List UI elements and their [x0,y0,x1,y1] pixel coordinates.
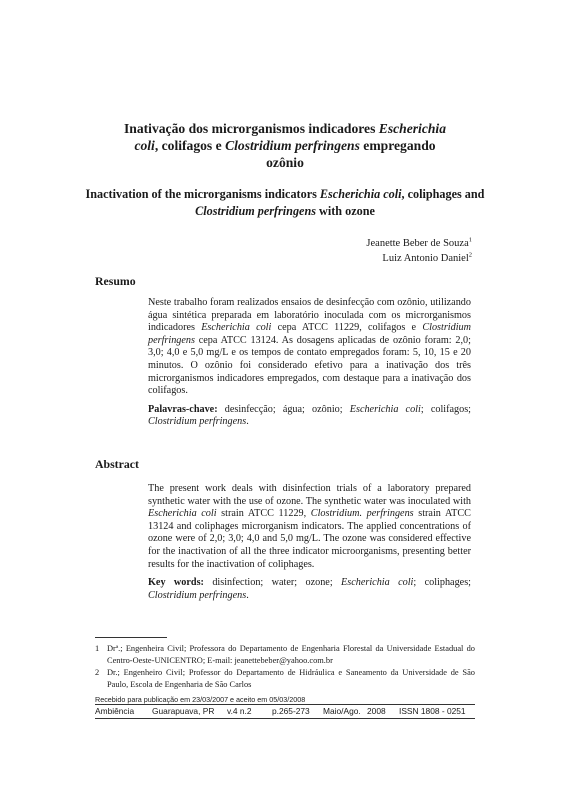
footnote-text: Dr.; Engenheiro Civil; Professor do Departamento de Hidráulica e Saneamento da Universidade de São Paulo, Escola de Engenharia de São Carlos [107,668,475,689]
keywords-text: desinfecção; água; ozônio; [217,403,350,415]
author-ref: 2 [468,251,472,259]
subtitle-species: Escherichia coli [319,187,402,201]
resumo-text: Neste trabalho foram realizados ensaios de desinfecção com ozônio, utilizando água sintética preparada em laboratório inoculada com os microrganismos indicadores [148,297,471,334]
species-name: Clostridium perfringens [148,416,247,428]
footnote-2 [95,667,475,690]
title-text: empregando [359,138,436,153]
footnote-divider [95,637,167,638]
author-ref: 1 [468,236,472,244]
species-name: Escherichia coli [341,577,414,589]
received-date: Recebido para publicação em 23/03/2007 e aceito em 05/03/2008 [95,695,306,704]
resumo-paragraph [148,297,471,398]
title-text: , colifagos e [154,138,226,153]
resumo-heading: Resumo [95,274,136,288]
journal-name: Ambiência [95,706,135,716]
author-2 [366,251,472,266]
author-list [366,236,472,266]
abstract-heading: Abstract [95,457,139,471]
species-name: Escherichia coli [201,322,272,334]
title-text: Inativação dos microrganismos indicadores [124,121,379,136]
footnote-1 [95,643,475,666]
journal-pages: p.265-273 [272,706,310,716]
title-species: Clostridium perfringens [225,138,360,153]
species-name: Clostridium. perfringens [310,508,414,520]
subtitle-text: Inactivation of the microrganisms indicators [85,187,320,201]
keywords-text: ; coliphages; [413,577,471,589]
paper-title-en [80,186,490,220]
subtitle-species: Clostridium perfringens [195,204,316,218]
abstract-body [148,483,471,602]
title-text: ozônio [266,155,304,170]
journal-volume: v.4 n.2 [227,706,252,716]
keywords-label: Key words: [148,577,204,589]
footnote-text: Drª.; Engenheira Civil; Professora do Departamento de Engenharia Florestal da Universidade Estadual do Centro-Oeste-UNICENTRO; E-mail: jeanettebeber@yahoo.com.br [107,644,475,665]
footnote-number: 2 [95,668,100,677]
subtitle-text: with ozone [315,204,375,218]
journal-city: Guarapuava, PR [152,706,215,716]
journal-period: Maio/Ago. [323,706,361,716]
resumo-body [148,297,471,429]
subtitle-text: , coliphages and [401,187,485,201]
journal-issn: ISSN 1808 - 0251 [399,706,466,716]
abstract-text: The present work deals with disinfection trials of a laboratory prepared synthetic water with the use of ozone. The synthetic water was inoculated with [148,483,471,507]
abstract-text: strain ATCC 11229, [216,508,311,520]
journal-info-bar [95,704,475,719]
title-species: Escherichia [378,121,446,136]
resumo-text: cepa ATCC 11229, colifagos e [271,322,423,334]
species-name: Escherichia coli [349,403,421,415]
keywords-text: . [246,416,249,428]
journal-year: 2008 [367,706,386,716]
author-name: Luiz Antonio Daniel [382,253,469,264]
keywords-label: Palavras-chave: [148,403,218,415]
keywords-text: . [246,589,249,601]
footnote-number: 1 [95,644,100,653]
keywords-text: disinfection; water; ozone; [203,577,342,589]
abstract-text: strain ATCC 13124 and coliphages microrganism indicators. The applied concentrations of ozone were of 2,0; 3,0; 4,0 and 5,0 mg/L. The ozone was considered effective for the inactivation of all the three indicator microorganisms, presenting better results for the inactivation of coliphages. [148,508,471,570]
species-name: Clostridium perfringens [148,322,471,346]
resumo-text: cepa ATCC 13124. As dosagens aplicadas de ozônio foram: 2,0; 3,0; 4,0 e 5,0 mg/L e os tempos de contato empregados foram: 5, 10, 15 e 20 minutos. O ozônio foi considerado efetivo para a inativação dos três microrganismos indicadores empregados, com destaque para a inativação dos colifagos. [148,334,471,397]
title-species: coli [134,138,155,153]
author-name: Jeanette Beber de Souza [366,238,469,249]
resumo-keywords [148,404,471,429]
paper-title-pt [95,120,475,171]
species-name: Clostridium perfringens [148,589,247,601]
author-1 [366,236,472,251]
keywords-text: ; colifagos; [420,403,471,415]
abstract-paragraph [148,483,471,571]
species-name: Escherichia coli [148,508,217,520]
abstract-keywords [148,577,471,602]
